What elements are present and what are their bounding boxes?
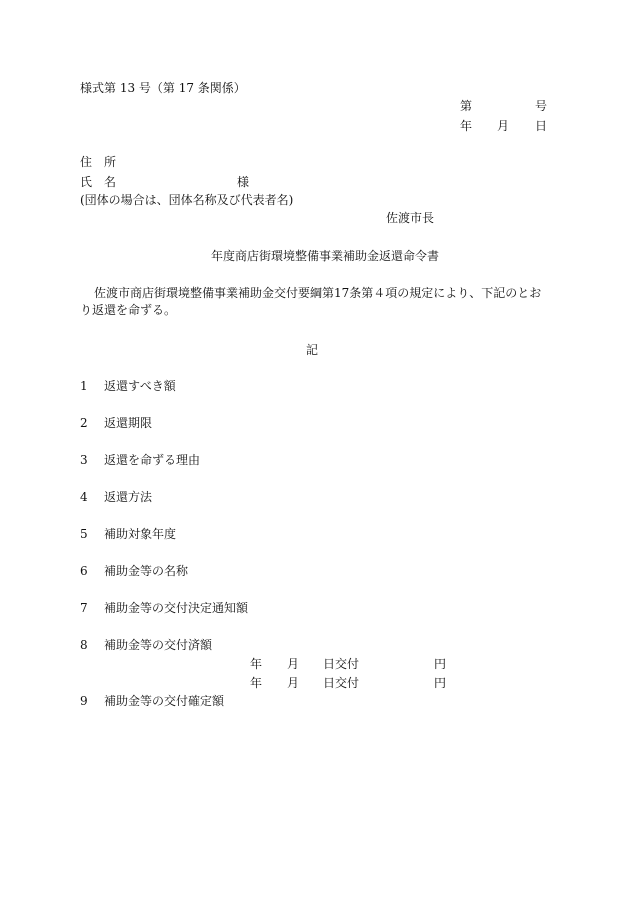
- item-label: 返還すべき額: [104, 379, 176, 393]
- item-number: 3: [80, 453, 88, 467]
- payment-row-day-issued: 日交付: [323, 676, 360, 690]
- list-item: [80, 452, 200, 468]
- date-month: 月: [497, 119, 510, 133]
- ki-heading: 記: [306, 343, 319, 357]
- list-item: [80, 415, 152, 431]
- payment-row-yen: 円: [434, 657, 447, 671]
- list-item: [80, 526, 176, 542]
- item-number: 9: [80, 694, 88, 708]
- item-number: 2: [80, 416, 88, 430]
- payment-row-yen: 円: [434, 676, 447, 690]
- item-label: 補助対象年度: [104, 527, 177, 541]
- body-text-line2: り返還を命ずる。: [80, 303, 177, 317]
- item-number: 6: [80, 564, 88, 578]
- doc-number-prefix: 第: [460, 99, 473, 113]
- list-item: [80, 600, 248, 616]
- item-label: 返還方法: [104, 490, 153, 504]
- group-note: (団体の場合は、団体名称及び代表者名): [80, 193, 294, 207]
- doc-number-suffix: 号: [535, 99, 548, 113]
- payment-row-day-issued: 日交付: [323, 657, 360, 671]
- item-number: 1: [80, 379, 88, 393]
- issuer: 佐渡市長: [386, 211, 435, 225]
- item-label: 返還を命ずる理由: [104, 453, 201, 467]
- list-item: [80, 489, 152, 505]
- address-label: 住 所: [80, 155, 117, 169]
- date-year: 年: [460, 119, 473, 133]
- item-label: 補助金等の交付済額: [104, 638, 213, 652]
- list-item: [80, 637, 212, 653]
- date-day: 日: [535, 119, 548, 133]
- list-item: [80, 693, 224, 709]
- list-item: [80, 563, 188, 579]
- item-number: 8: [80, 638, 88, 652]
- honorific: 様: [237, 175, 250, 189]
- payment-row-month: 月: [287, 676, 300, 690]
- item-label: 補助金等の交付決定通知額: [104, 601, 249, 615]
- payment-row-month: 月: [287, 657, 300, 671]
- payment-row-year: 年: [250, 657, 263, 671]
- item-number: 7: [80, 601, 88, 615]
- list-item: [80, 378, 176, 394]
- item-label: 補助金等の交付確定額: [104, 694, 225, 708]
- name-label: 氏 名: [80, 175, 117, 189]
- item-number: 4: [80, 490, 88, 504]
- document-title: 年度商店街環境整備事業補助金返還命令書: [211, 249, 440, 263]
- item-label: 返還期限: [104, 416, 153, 430]
- payment-row-year: 年: [250, 676, 263, 690]
- item-label: 補助金等の名称: [104, 564, 189, 578]
- form-number: 様式第 13 号（第 17 条関係）: [80, 81, 246, 95]
- item-number: 5: [80, 527, 88, 541]
- body-text-line1: 佐渡市商店街環境整備事業補助金交付要綱第17条第４項の規定により、下記のとお: [94, 286, 542, 300]
